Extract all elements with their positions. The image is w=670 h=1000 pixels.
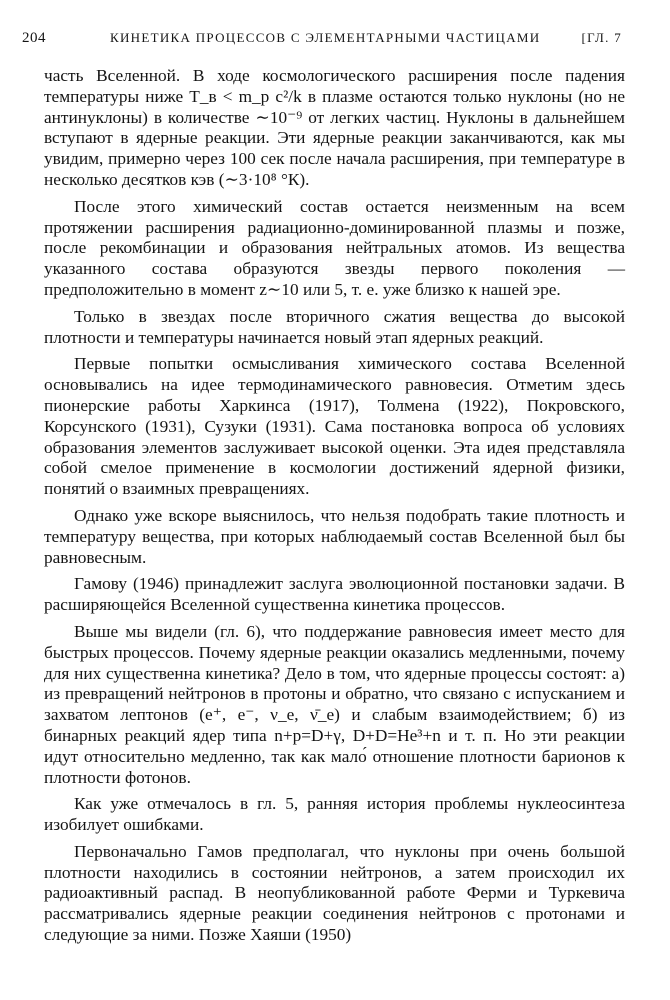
paragraph-9: Первоначально Гамов предполагал, что нуклоны при очень большой плотности находились в состоянии нейтронов, а затем происходил их радиоактивный распад. В неопубликованной работе Ферми и Туркевича рассматривались ядерные реакции соединения нейтронов с протонами и следующие за ними. Позже Хаяши (1950): [44, 841, 625, 945]
body-text: [44, 66, 625, 952]
paragraph-8: Как уже отмечалось в гл. 5, ранняя история проблемы нуклеосинтеза изобилует ошибками.: [44, 794, 625, 835]
paragraph-6: Гамову (1946) принадлежит заслуга эволюционной постановки задачи. В расширяющейся Вселенной существенна кинетика процессов.: [44, 574, 625, 615]
chapter-label: [ГЛ. 7: [581, 30, 622, 45]
paragraph-5: Однако уже вскоре выяснилось, что нельзя подобрать такие плотность и температуру вещества, при которых наблюдаемый состав Вселенной был бы равновесным.: [44, 505, 625, 567]
running-header: [22, 30, 622, 50]
paragraph-7: Выше мы видели (гл. 6), что поддержание равновесия имеет место для быстрых процессов. Почему ядерные реакции оказались медленными, почему для них существенна кинетика? Дело в том, что ядерные процессы состоят: а) из превращений нейтронов в протоны и обратно, что связано с испусканием и захватом лептонов (e⁺, e⁻, ν_e, ν̄_e) и слабым взаимодействием; б) из бинарных реакций ядер типа n+p=D+γ, D+D=He³+n и т. п. Но эти реакции идут относительно медленно, так как мало́ отношение плотности барионов к плотности фотонов.: [44, 621, 625, 787]
paragraph-1: часть Вселенной. В ходе космологического расширения после падения температуры ниже T_в < m_p c²/k в плазме остаются только нуклоны (но не антинуклоны) в количестве ∼10⁻⁹ от легких частиц. Нуклоны в дальнейшем вступают в ядерные реакции. Эти ядерные реакции заканчиваются, как мы увидим, примерно через 100 сек после начала расширения, при температуре в несколько десятков кэв (∼3·10⁸ °К).: [44, 66, 625, 189]
running-title: КИНЕТИКА ПРОЦЕССОВ С ЭЛЕМЕНТАРНЫМИ ЧАСТИЦАМИ: [110, 30, 541, 45]
paragraph-2: После этого химический состав остается неизменным на всем протяжении расширения радиационно-доминированной плазмы и позже, после рекомбинации и образования нейтральных атомов. Из вещества указанного состава образуются звезды первого поколения — предположительно в момент z∼10 или 5, т. е. уже близко к нашей эре.: [44, 196, 625, 299]
paragraph-3: Только в звездах после вторичного сжатия вещества до высокой плотности и температуры начинается новый этап ядерных реакций.: [44, 306, 625, 347]
paragraph-4: Первые попытки осмысливания химического состава Вселенной основывались на идее термодинамического равновесия. Отметим здесь пионерские работы Харкинса (1917), Толмена (1922), Покровского, Корсунского (1931), Сузуки (1931). Сама постановка вопроса об условиях образования элементов заслуживает высокой оценки. Эта идея представляла собой смелое применение в космологии достижений ядерной физики, понятий о взаимных превращениях.: [44, 354, 625, 499]
page-number: 204: [22, 30, 46, 46]
